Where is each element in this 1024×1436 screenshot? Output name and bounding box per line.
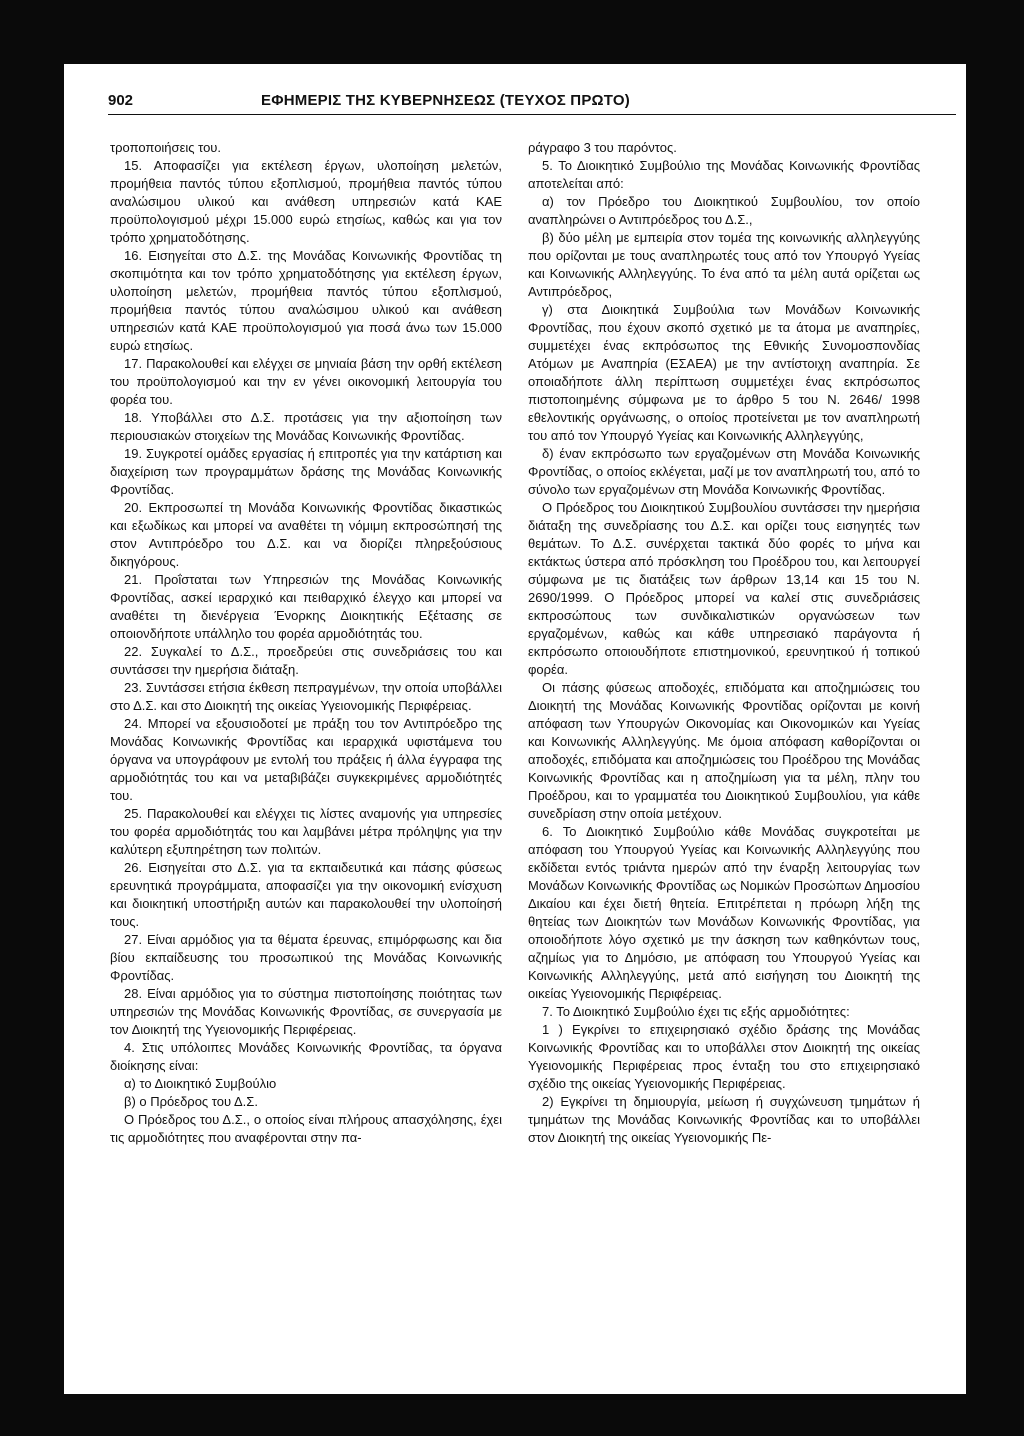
- paragraph: 16. Εισηγείται στο Δ.Σ. της Μονάδας Κοινωνικής Φροντίδας τη σκοπιμότητα και τον τρόπο χρηματοδότησης για εκτέλεση έργων, υλοποίηση μελετών, προμήθεια παντός τύπου εξοπλισμού, προμήθεια παντός τύπου αναλώσιμου υλικού και ανάθεση υπηρεσιών κατά ΚΑΕ προϋπολογισμού για ποσά άνω των 15.000 ευρώ ετησίως.: [110, 248, 502, 353]
- paragraph: 25. Παρακολουθεί και ελέγχει τις λίστες αναμονής για υπηρεσίες του φορέα αρμοδιότητάς του και λαμβάνει μέτρα πρόληψης για την καλύτερη εξυπηρέτηση των πολιτών.: [110, 806, 502, 857]
- left-column: [110, 139, 502, 1147]
- page-header: [108, 88, 956, 115]
- paragraph: 1 ) Εγκρίνει το επιχειρησιακό σχέδιο δράσης της Μονάδας Κοινωνικής Φροντίδας και το υποβάλλει στον Διοικητή της οικείας Υγειονομικής Περιφέρειας προς ένταξη του στο επιχειρησιακό σχέδιο της οικείας Υγειονομικής Περιφέρειας.: [528, 1022, 920, 1091]
- page-number: 902: [108, 92, 134, 109]
- paragraph: γ) στα Διοικητικά Συμβούλια των Μονάδων Κοινωνικής Φροντίδας, που έχουν σκοπό σχετικό με τα άτομα με αναπηρίες, συμμετέχει ένας εκπρόσωπος της Εθνικής Συνομοσπονδίας Ατόμων με Αναπηρία (ΕΣΑΕΑ) με την αντίστοιχη αναπηρία. Σε οποιαδήποτε άλλη περίπτωση συμμετέχει ένας εκπρόσωπος πιστοποιημένης σύμφωνα με το άρθρο 5 του Ν. 2646/ 1998 εθελοντικής οργάνωσης, ο οποίος προτείνεται με τον αναπληρωτή του από τον Υπουργό Υγείας και Κοινωνικής Αλληλεγγύης,: [528, 302, 920, 443]
- paragraph: 19. Συγκροτεί ομάδες εργασίας ή επιτροπές για την κατάρτιση και διαχείριση των προγραμμάτων δράσης της Μονάδας Κοινωνικής Φροντίδας.: [110, 446, 502, 497]
- paragraph: 21. Προΐσταται των Υπηρεσιών της Μονάδας Κοινωνικής Φροντίδας, ασκεί ιεραρχικό και πειθαρχικό έλεγχο και μπορεί να αναθέτει τη διενέργεια Ένορκης Διοικητικής Εξέτασης σε οποιονδήποτε υπάλληλο του φορέα αρμοδιότητάς του.: [110, 572, 502, 641]
- paragraph: 4. Στις υπόλοιπες Μονάδες Κοινωνικής Φροντίδας, τα όργανα διοίκησης είναι:: [110, 1040, 502, 1073]
- paragraph: 2) Εγκρίνει τη δημιουργία, μείωση ή συγχώνευση τμημάτων ή τμημάτων της Μονάδας Κοινωνικής Φροντίδας και το υποβάλλει στον Διοικητή της οικείας Υγειονομικής Πε-: [528, 1094, 920, 1145]
- right-column: [528, 139, 920, 1147]
- paragraph: 18. Υποβάλλει στο Δ.Σ. προτάσεις για την αξιοποίηση των περιουσιακών στοιχείων της Μονάδας Κοινωνικής Φροντίδας.: [110, 410, 502, 443]
- paragraph: 20. Εκπροσωπεί τη Μονάδα Κοινωνικής Φροντίδας δικαστικώς και εξωδίκως και μπορεί να αναθέτει τη νόμιμη εκπροσώπησή της στον Αντιπρόεδρο του Δ.Σ. και να διορίζει πληρεξούσιους δικηγόρους.: [110, 500, 502, 569]
- paragraph: 23. Συντάσσει ετήσια έκθεση πεπραγμένων, την οποία υποβάλλει στο Δ.Σ. και στο Διοικητή της οικείας Υγειονομικής Περιφέρειας.: [110, 680, 502, 713]
- paragraph: Οι πάσης φύσεως αποδοχές, επιδόματα και αποζημιώσεις του Διοικητή της Μονάδας Κοινωνικής Φροντίδας ορίζονται με κοινή απόφαση των Υπουργών Οικονομίας και Οικονομικών και Υγείας και Κοινωνικής Αλληλεγγύης. Με όμοια απόφαση καθορίζονται οι αποδοχές, επιδόματα και αποζημιώσεις του Προέδρου της Μονάδας Κοινωνικής Φροντίδας και η αποζημίωση για τα μέλη, πλην του Προέδρου, και το γραμματέα του Διοικητικού Συμβουλίου, για κάθε συνεδρίαση στην οποία μετέχουν.: [528, 680, 920, 821]
- paragraph: 5. Το Διοικητικό Συμβούλιο της Μονάδας Κοινωνικής Φροντίδας αποτελείται από:: [528, 158, 920, 191]
- paragraph: Ο Πρόεδρος του Διοικητικού Συμβουλίου συντάσσει την ημερήσια διάταξη της συνεδρίασης του Δ.Σ. και ορίζει τους εισηγητές των θεμάτων. Το Δ.Σ. συνέρχεται τακτικά δύο φορές το μήνα και εκτάκτως ύστερα από πρόσκληση του Προέδρου του, και λειτουργεί σύμφωνα με τις διατάξεις των άρθρων 13,14 και 15 του Ν. 2690/1999. Ο Πρόεδρος μπορεί να καλεί στις συνεδριάσεις εκπροσώπους των συνδικαλιστικών οργανώσεων των εργαζομένων, καθώς και κάθε υπηρεσιακό παράγοντα ή εκπρόσωπο οποιουδήποτε επιστημονικού, ερευνητικού ή τοπικού φορέα.: [528, 500, 920, 677]
- paragraph: 27. Είναι αρμόδιος για τα θέματα έρευνας, επιμόρφωσης και δια βίου εκπαίδευσης του προσωπικού της Μονάδας Κοινωνικής Φροντίδας.: [110, 932, 502, 983]
- paragraph: 7. Το Διοικητικό Συμβούλιο έχει τις εξής αρμοδιότητες:: [542, 1004, 850, 1019]
- paragraph: Ο Πρόεδρος του Δ.Σ., ο οποίος είναι πλήρους απασχόλησης, έχει τις αρμοδιότητες που αναφέρονται στην πα-: [110, 1112, 502, 1145]
- paragraph: 28. Είναι αρμόδιος για το σύστημα πιστοποίησης ποιότητας των υπηρεσιών της Μονάδας Κοινωνικής Φροντίδας, σε συνεργασία με τον Διοικητή της Υγειονομικής Περιφέρειας.: [110, 986, 502, 1037]
- paragraph: 22. Συγκαλεί το Δ.Σ., προεδρεύει στις συνεδριάσεις του και συντάσσει την ημερήσια διάταξη.: [110, 644, 502, 677]
- paragraph: β) δύο μέλη με εμπειρία στον τομέα της κοινωνικής αλληλεγγύης που ορίζονται με τους αναπληρωτές τους από τον Υπουργό Υγείας και Κοινωνικής Αλληλεγγύης. Το ένα από τα μέλη αυτά ορίζεται ως Αντιπρόεδρος,: [528, 230, 920, 299]
- paragraph: δ) έναν εκπρόσωπο των εργαζομένων στη Μονάδα Κοινωνικής Φροντίδας, ο οποίος εκλέγεται, μαζί με τον αναπληρωτή του, από το σύνολο των εργαζομένων στη Μονάδα Κοινωνικής Φροντίδας.: [528, 446, 920, 497]
- paragraph: 26. Εισηγείται στο Δ.Σ. για τα εκπαιδευτικά και πάσης φύσεως ερευνητικά προγράμματα, αποφασίζει για την οικονομική ενίσχυση και διοικητική υποστήριξη αυτών και παρακολουθεί την υλοποίησή τους.: [110, 860, 502, 929]
- paragraph: 15. Αποφασίζει για εκτέλεση έργων, υλοποίηση μελετών, προμήθεια παντός τύπου εξοπλισμού, προμήθεια παντός τύπου αναλώσιμου υλικού και ανάθεση υπηρεσιών κατά ΚΑΕ προϋπολογισμού μέχρι 15.000 ευρώ ετησίως, καθώς και για τον τρόπο χρηματοδότησης.: [110, 158, 502, 245]
- paragraph: α) το Διοικητικό Συμβούλιο: [124, 1076, 277, 1091]
- paragraph: 24. Μπορεί να εξουσιοδοτεί με πράξη του τον Αντιπρόεδρο της Μονάδας Κοινωνικής Φροντίδας και ιεραρχικά υφιστάμενα του όργανα να υπογράφουν με εντολή του πράξεις ή άλλα έγγραφα της αρμοδιότητάς του και να μεταβιβάζει συγκεκριμένες αρμοδιότητές του.: [110, 716, 502, 803]
- paragraph: τροποποιήσεις του.: [110, 140, 222, 155]
- paragraph: 17. Παρακολουθεί και ελέγχει σε μηνιαία βάση την ορθή εκτέλεση του προϋπολογισμού και την εν γένει οικονομική λειτουργία του φορέα του.: [110, 356, 502, 407]
- journal-title: ΕΦΗΜΕΡΙΣ ΤΗΣ ΚΥΒΕΡΝΗΣΕΩΣ (ΤΕΥΧΟΣ ΠΡΩΤΟ): [261, 92, 630, 109]
- paragraph: 6. Το Διοικητικό Συμβούλιο κάθε Μονάδας συγκροτείται με απόφαση του Υπουργού Υγείας και Κοινωνικής Αλληλεγγύης που εκδίδεται εντός τριάντα ημερών από την έναρξη λειτουργίας των Μονάδων Κοινωνικής Φροντίδας ως Νομικών Προσώπων Δημοσίου Δικαίου και έχει διετή θητεία. Επιτρέπεται η πρόωρη λήξη της θητείας των Διοικητών των Μονάδων Κοινωνικής Φροντίδας, για οποιοδήποτε λόγο σχετικό με την άσκηση των καθηκόντων τους, αζημίως για το Δημόσιο, με απόφαση του Υπουργού Υγείας και Κοινωνικής Αλληλεγγύης, μετά από εισήγηση του Διοικητή της οικείας Υγειονομικής Περιφέρειας.: [528, 824, 920, 1001]
- paragraph: β) ο Πρόεδρος του Δ.Σ.: [124, 1094, 258, 1109]
- paragraph: α) τον Πρόεδρο του Διοικητικού Συμβουλίου, τον οποίο αναπληρώνει ο Αντιπρόεδρος του Δ.Σ.,: [528, 194, 920, 227]
- paragraph: ράγραφο 3 του παρόντος.: [528, 140, 677, 155]
- document-page: [64, 64, 966, 1394]
